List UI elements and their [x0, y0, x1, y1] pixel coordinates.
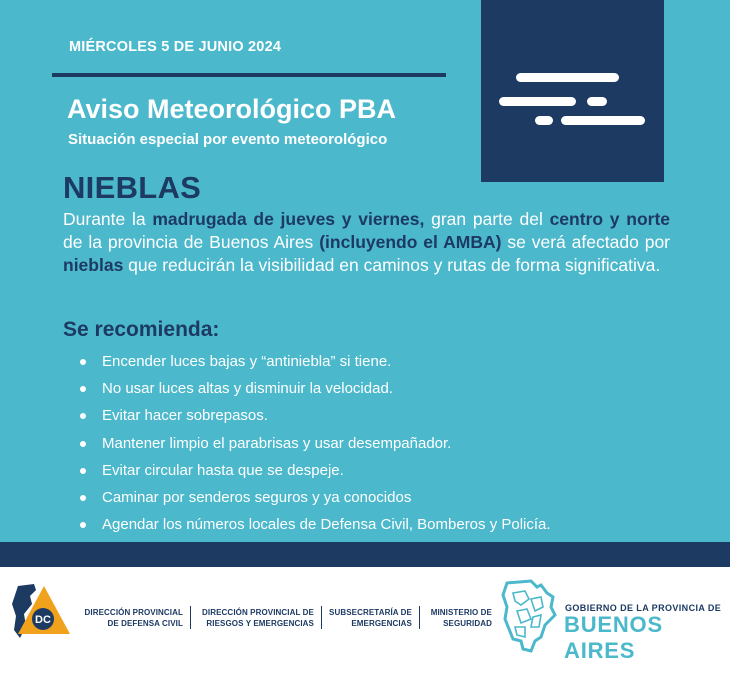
description-text: se verá afectado por: [501, 232, 670, 252]
alert-description: [63, 208, 670, 277]
bullet-icon: [80, 359, 86, 365]
fog-icon: [481, 0, 664, 182]
bullet-icon: [80, 495, 86, 501]
highlight-text: centro y norte: [549, 209, 670, 229]
government-label: GOBIERNO DE LA PROVINCIA DE: [565, 603, 722, 613]
defensa-civil-logo: [10, 580, 74, 644]
recommendation-item: [78, 515, 551, 542]
description-text: que reducirán la visibilidad en caminos y rutas de forma significativa.: [123, 255, 661, 275]
recommendation-text: Evitar hacer sobrepasos.: [102, 407, 268, 425]
recommendation-text: Encender luces bajas y “antiniebla” si tiene.: [102, 353, 392, 370]
alert-date: MIÉRCOLES 5 DE JUNIO 2024: [69, 39, 282, 55]
svg-text:DC: DC: [35, 614, 51, 626]
highlight-text: madrugada de jueves y viernes,: [152, 209, 425, 229]
recommendation-text: Caminar por senderos seguros y ya conocidos: [102, 488, 412, 506]
bottom-band: [0, 542, 730, 567]
header-divider: [52, 73, 446, 77]
org-separator: [419, 606, 420, 629]
bullet-icon: [80, 413, 86, 419]
org-separator: [321, 606, 322, 629]
alert-subtitle: Situación especial por evento meteorológico: [68, 131, 388, 148]
bullet-icon: [80, 522, 86, 528]
recommendation-item: [78, 434, 551, 461]
recommendation-item: [78, 461, 551, 488]
description-text: gran parte del: [424, 209, 550, 229]
footer: [0, 567, 730, 682]
recommendation-item: [78, 352, 551, 379]
recommendations-heading: Se recomienda:: [63, 318, 220, 341]
recommendation-item: [78, 379, 551, 406]
org-defensa-civil: DIRECCIÓN PROVINCIAL DE DEFENSA CIVIL: [84, 608, 183, 628]
bullet-icon: [80, 468, 86, 474]
org-riesgos-emergencias: DIRECCIÓN PROVINCIAL DE RIESGOS Y EMERGENCIAS: [202, 608, 314, 628]
org-separator: [190, 606, 191, 629]
recommendations-list: [78, 352, 551, 542]
highlight-text: nieblas: [63, 255, 124, 275]
province-name: BUENOS AIRES: [564, 612, 663, 663]
alert-heading: NIEBLAS: [63, 170, 202, 205]
highlight-text: (incluyendo el AMBA): [319, 232, 502, 252]
description-text: de la provincia de Buenos Aires: [63, 232, 320, 252]
alert-title: Aviso Meteorológico PBA: [67, 94, 397, 124]
recommendation-text: Evitar circular hasta que se despeje.: [102, 461, 344, 479]
org-ministerio: MINISTERIO DE SEGURIDAD: [430, 608, 492, 628]
bullet-icon: [80, 441, 86, 447]
province-map-icon: [501, 579, 557, 655]
recommendation-item: [78, 406, 551, 433]
description-text: Durante la: [63, 209, 153, 229]
recommendation-text: No usar luces altas y disminuir la velocidad.: [102, 380, 393, 398]
recommendation-text: Agendar los números locales de Defensa Civil, Bomberos y Policía.: [102, 516, 551, 534]
bullet-icon: [80, 386, 86, 392]
org-subsecretaria: SUBSECRETARÍA DE EMERGENCIAS: [329, 608, 412, 628]
recommendation-text: Mantener limpio el parabrisas y usar desempañador.: [102, 434, 452, 452]
recommendation-item: [78, 488, 551, 515]
